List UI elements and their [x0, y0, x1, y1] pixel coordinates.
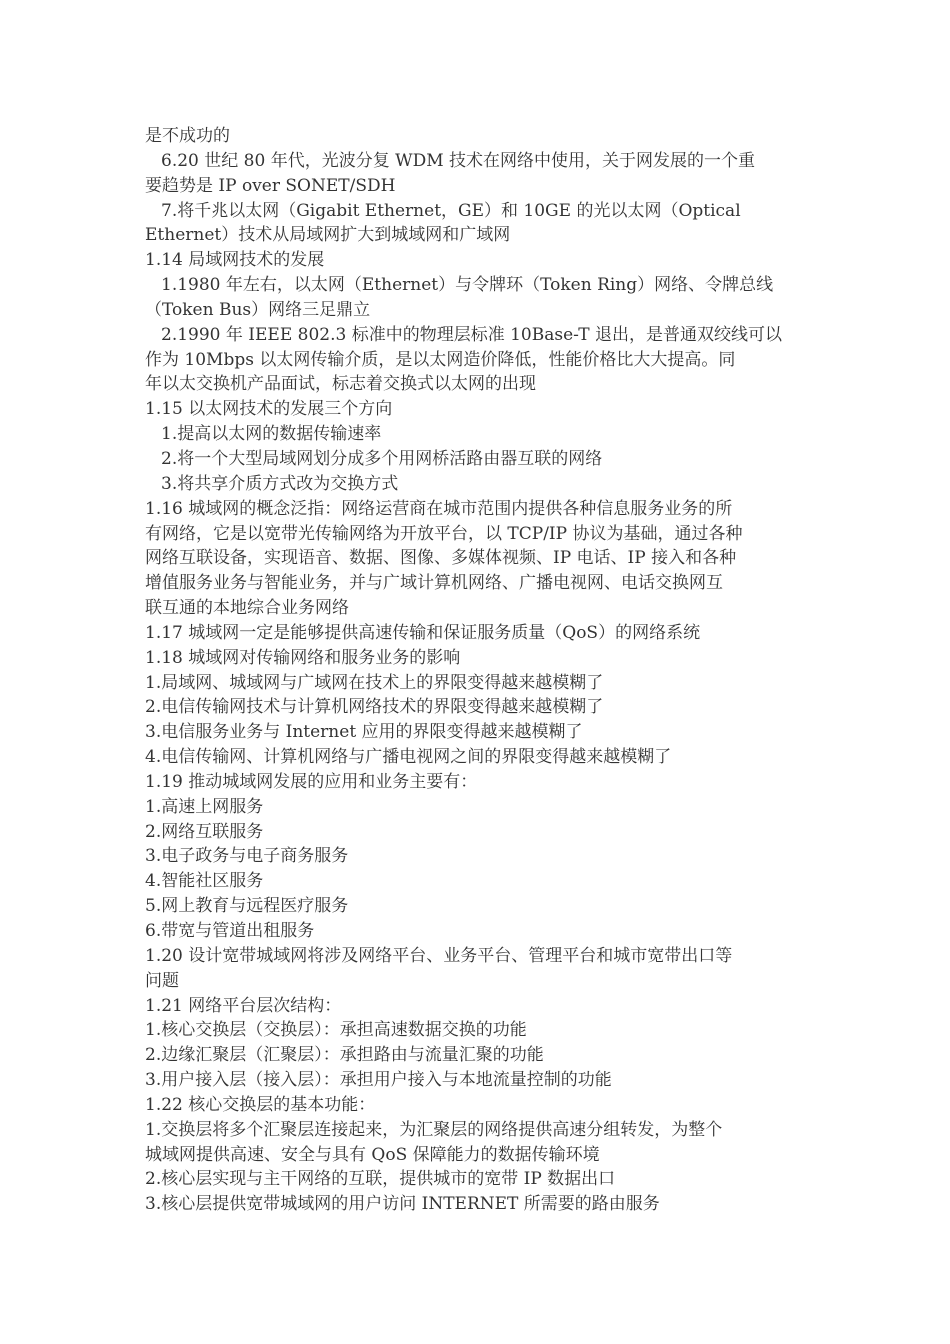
text-line: 1.22 核心交换层的基本功能：: [145, 1094, 376, 1115]
text-line: 3.用户接入层（接入层）：承担用户接入与本地流量控制的功能: [145, 1070, 612, 1091]
text-line: Ethernet）技术从局域网扩大到城域网和广域网: [145, 225, 511, 246]
text-line: 是不成功的: [145, 126, 230, 146]
text-line: 年以太交换机产品面试，标志着交换式以太网的出现: [145, 374, 536, 395]
text-line: 2.将一个大型局域网划分成多个用网桥活路由器互联的网络: [161, 448, 603, 469]
text-line: 4.电信传输网、计算机网络与广播电视网之间的界限变得越来越模糊了: [145, 747, 672, 768]
text-line: （Token Bus）网络三足鼎立: [145, 299, 371, 320]
text-line: 6.带宽与管道出租服务: [145, 921, 315, 941]
text-line: 1.17 城域网一定是能够提供高速传输和保证服务质量（QoS）的网络系统: [145, 622, 701, 643]
text-line: 1.16 城域网的概念泛指：网络运营商在城市范围内提供各种信息服务业务的所: [145, 498, 733, 519]
text-line: 1.交换层将多个汇聚层连接起来，为汇聚层的网络提供高速分组转发，为整个: [145, 1119, 723, 1140]
text-line: 2.电信传输网技术与计算机网络技术的界限变得越来越模糊了: [145, 697, 604, 718]
text-line: 7.将千兆以太网（Gigabit Ethernet，GE）和 10GE 的光以太网（Optical: [161, 200, 741, 221]
text-line: 3.将共享介质方式改为交换方式: [161, 473, 399, 494]
text-line: 2.核心层实现与主干网络的互联，提供城市的宽带 IP 数据出口: [145, 1169, 616, 1190]
text-line: 3.核心层提供宽带城域网的用户访问 INTERNET 所需要的路由服务: [145, 1194, 660, 1215]
text-line: 6.20 世纪 80 年代，光波分复 WDM 技术在网络中使用，关于网发展的一个重: [161, 150, 756, 171]
text-line: 联互通的本地综合业务网络: [145, 598, 349, 619]
text-line: 2.边缘汇聚层（汇聚层）：承担路由与流量汇聚的功能: [145, 1045, 544, 1066]
text-line: 2.网络互联服务: [145, 821, 264, 842]
text-line: 1.1980 年左右，以太网（Ethernet）与令牌环（Token Ring）网络、令牌总线: [161, 275, 774, 296]
text-line: 1.19 推动城域网发展的应用和业务主要有：: [145, 771, 478, 792]
text-line: 1.核心交换层（交换层）：承担高速数据交换的功能: [145, 1020, 527, 1041]
text-line: 问题: [145, 970, 179, 991]
text-line: 要趋势是 IP over SONET/SDH: [145, 175, 396, 196]
text-line: 1.21 网络平台层次结构：: [145, 995, 342, 1016]
text-line: 1.14 局域网技术的发展: [145, 250, 325, 271]
text-line: 有网络，它是以宽带光传输网络为开放平台，以 TCP/IP 协议为基础，通过各种: [145, 523, 743, 544]
text-line: 3.电信服务业务与 Internet 应用的界限变得越来越模糊了: [145, 722, 583, 743]
text-line: 1.高速上网服务: [145, 796, 264, 817]
text-line: 3.电子政务与电子商务服务: [145, 846, 349, 867]
text-line: 1.提高以太网的数据传输速率: [161, 424, 382, 445]
text-line: 1.18 城域网对传输网络和服务业务的影响: [145, 647, 461, 668]
text-line: 增值服务业务与智能业务，并与广域计算机网络、广播电视网、电话交换网互: [145, 573, 723, 594]
text-line: 作为 10Mbps 以太网传输介质，是以太网造价降低，性能价格比大大提高。同: [145, 349, 736, 370]
text-line: 1.局域网、城域网与广域网在技术上的界限变得越来越模糊了: [145, 672, 604, 693]
text-line: 5.网上教育与远程医疗服务: [145, 896, 349, 917]
text-line: 1.15 以太网技术的发展三个方向: [145, 399, 393, 420]
text-line: 城域网提供高速、安全与具有 QoS 保障能力的数据传输环境: [145, 1144, 600, 1165]
text-line: 网络互联设备，实现语音、数据、图像、多媒体视频、IP 电话、IP 接入和各种: [145, 548, 737, 569]
document-page: [145, 124, 810, 1217]
text-line: 4.智能社区服务: [145, 871, 264, 892]
text-line: 1.20 设计宽带城域网将涉及网络平台、业务平台、管理平台和城市宽带出口等: [145, 945, 733, 966]
text-line: 2.1990 年 IEEE 802.3 标准中的物理层标准 10Base-T 退出，是普通双绞线可以: [161, 324, 783, 345]
